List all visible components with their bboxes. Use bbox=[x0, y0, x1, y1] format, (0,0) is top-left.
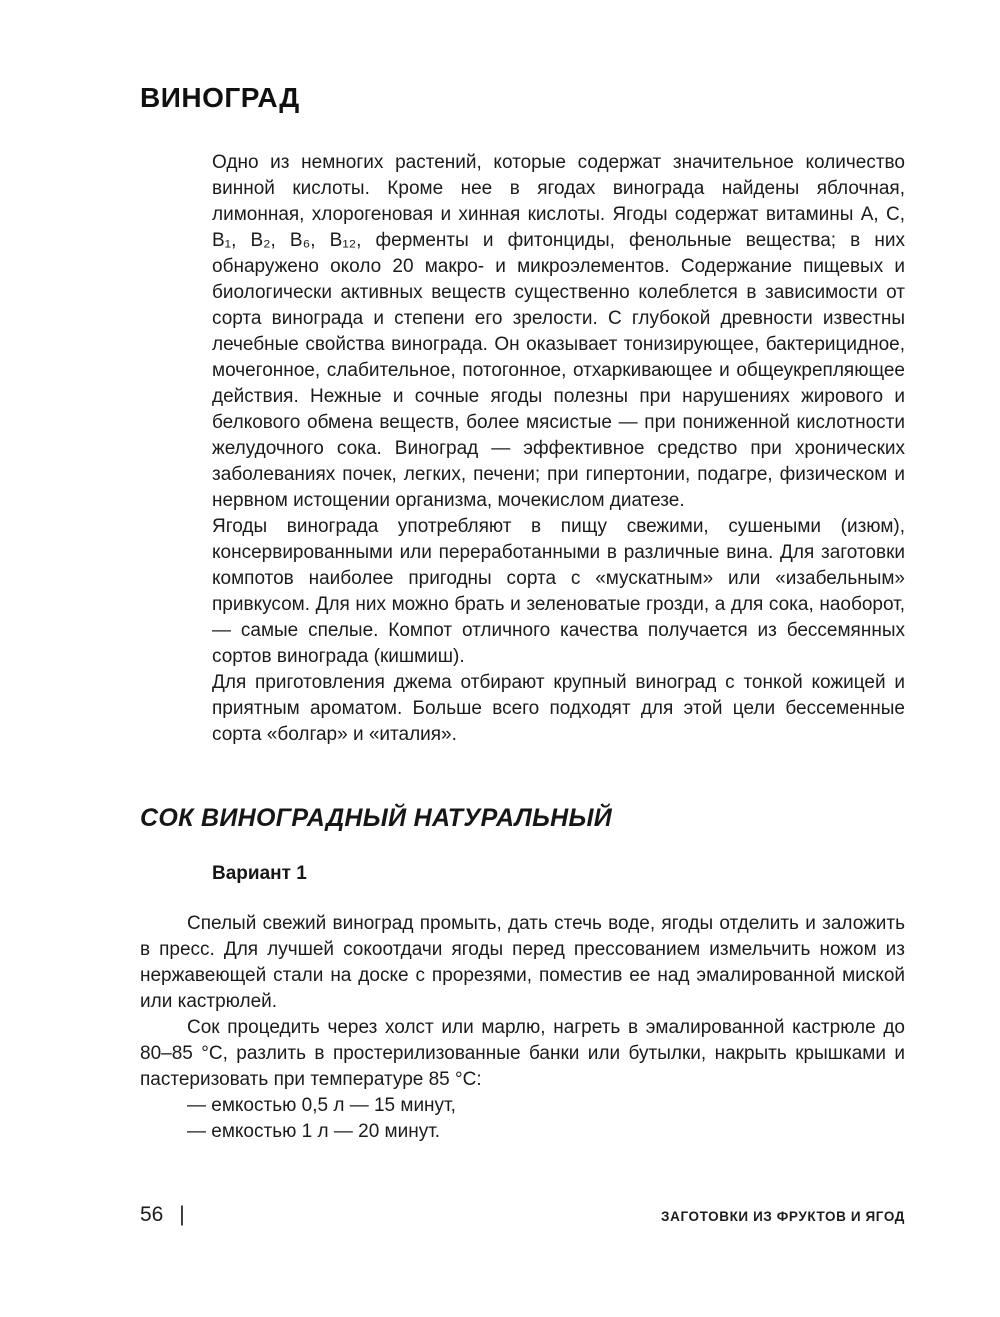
page-number-value: 56 bbox=[140, 1203, 164, 1226]
page-number bbox=[140, 1203, 185, 1227]
variant-heading: Вариант 1 bbox=[212, 863, 307, 884]
running-title: ЗАГОТОВКИ ИЗ ФРУКТОВ И ЯГОД bbox=[661, 1209, 905, 1224]
page-footer bbox=[140, 1203, 905, 1227]
list-item: — емкостью 1 л — 20 минут. bbox=[187, 1121, 441, 1142]
page-title: ВИНОГРАД bbox=[140, 82, 300, 113]
intro-paragraph: Ягоды винограда употребляют в пищу свежими, сушеными (изюм), консервированными или переработанными в различные вина. Для заготовки компотов наиболее пригодны сорта с «мускатным» или «изабельным» привкусом. Для них можно брать и зеленоватые грозди, а для сока, наоборот, — самые спелые. Компот отличного качества получается из бессемянных сортов винограда (кишмиш). bbox=[212, 516, 905, 667]
intro-block bbox=[212, 150, 905, 748]
intro-paragraph: Для приготовления джема отбирают крупный виноград с тонкой кожицей и приятным ароматом. Больше всего подходят для этой цели бессеменные сорта «болгар» и «италия». bbox=[212, 672, 905, 745]
intro-paragraph: Одно из немногих растений, которые содержат значительное количество винной кислоты. Кроме нее в ягодах винограда найдены яблочная, лимонная, хлорогеновая и хинная кислоты. Ягоды содержат витамины A, C, B₁, B₂, B₆, B₁₂, ферменты и фитонциды, фенольные вещества; в них обнаружено около 20 макро- и микроэлементов. Содержание пищевых и биологически активных веществ существенно колеблется в зависимости от сорта винограда и степени его зрелости. С глубокой древности известны лечебные свойства винограда. Он оказывает тонизирующее, бактерицидное, мочегонное, слабительное, потогонное, отхаркивающее и общеукрепляющее действия. Нежные и сочные ягоды полезны при нарушениях жирового и белкового обмена веществ, более мясистые — при пониженной кислотности желудочного сока. Виноград — эффективное средство при хронических заболеваниях почек, легких, печени; при гипертонии, подагре, физическом и нервном истощении организма, мочекислом диатезе. bbox=[212, 152, 905, 511]
list-item: — емкостью 0,5 л — 15 минут, bbox=[187, 1095, 456, 1116]
section-heading: СОК ВИНОГРАДНЫЙ НАТУРАЛЬНЫЙ bbox=[140, 804, 613, 832]
recipe-paragraph: Сок процедить через холст или марлю, нагреть в эмалированной кастрюле до 80–85 °C, разлить в простерилизованные банки или бутылки, накрыть крышками и пастеризовать при температуре 85 °C: bbox=[140, 1017, 905, 1090]
recipe-list bbox=[140, 1093, 905, 1145]
footer-divider: | bbox=[179, 1203, 185, 1226]
recipe-paragraph: Спелый свежий виноград промыть, дать стечь воде, ягоды отделить и заложить в пресс. Для лучшей сокоотдачи ягоды перед прессованием измельчить ножом из нержавеющей стали на доске с прорезями, поместив ее над эмалированной миской или кастрюлей. bbox=[140, 913, 905, 1012]
recipe-body bbox=[140, 911, 905, 1093]
